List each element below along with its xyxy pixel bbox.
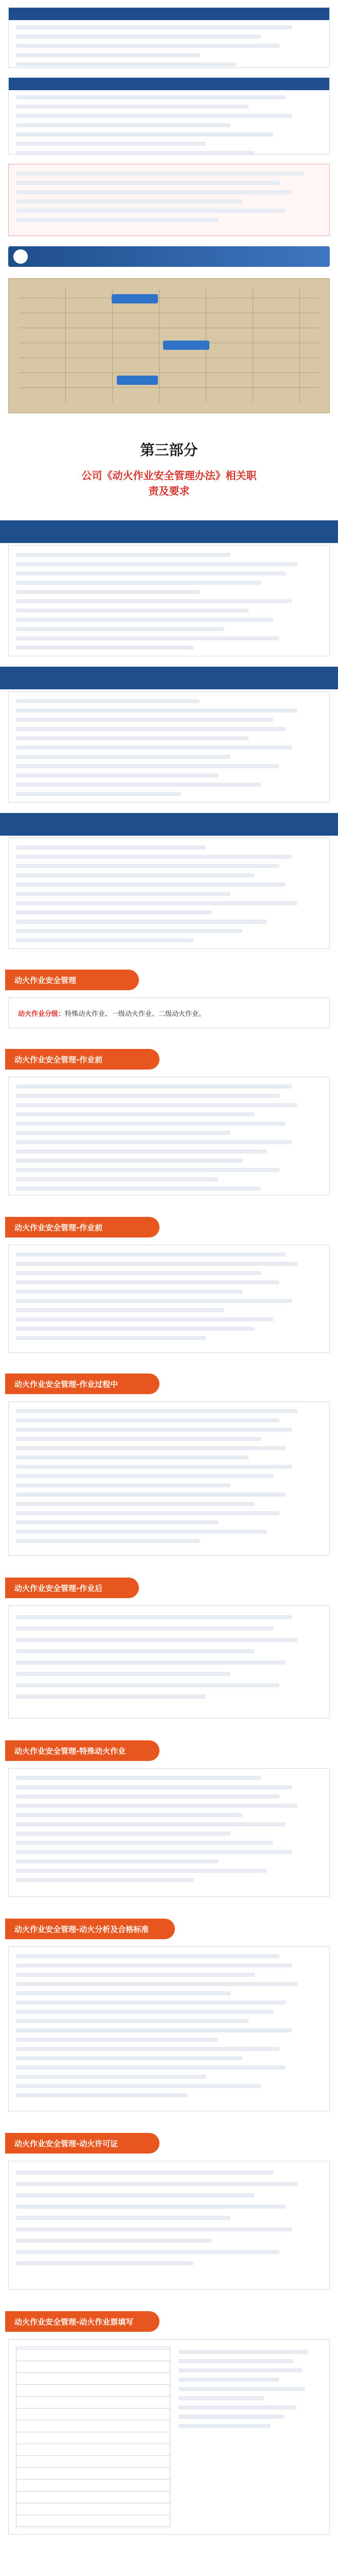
callout-tag — [112, 294, 158, 303]
section-title: 动火作业安全管理-作业前 — [5, 1049, 159, 1070]
header-cell — [185, 8, 330, 20]
section-card — [8, 1768, 330, 1897]
header-cell — [185, 78, 330, 90]
callout-tag — [163, 341, 209, 350]
ticket-photo — [8, 278, 330, 413]
header-cell — [40, 78, 185, 90]
section-text — [16, 1776, 322, 1882]
part3-subtitle-2: 责及要求 — [148, 485, 190, 497]
header-cell — [40, 8, 185, 20]
duty-card-1 — [8, 545, 330, 656]
duty-band-2 — [0, 667, 338, 689]
header-cell — [9, 78, 40, 90]
section-title: 动火作业安全管理-作业后 — [5, 1578, 139, 1598]
section-card — [8, 1077, 330, 1195]
duty-band-1 — [0, 520, 338, 543]
section-title: 动火作业安全管理-作业前 — [5, 1217, 159, 1238]
section-text — [16, 1615, 322, 1699]
section-text — [16, 1084, 322, 1191]
table-body — [16, 25, 322, 66]
section-title: 动火作业安全管理-动火分析及合格标准 — [5, 1919, 175, 1939]
duty-text — [16, 553, 322, 650]
section-card — [8, 2161, 330, 2290]
section-text — [16, 1409, 322, 1543]
section-text — [16, 2171, 322, 2265]
ticket-form-image — [16, 2347, 170, 2527]
callout-tag — [117, 376, 158, 385]
duty-card-3 — [8, 838, 330, 949]
header-cell — [9, 8, 40, 20]
duty-card-2 — [8, 691, 330, 803]
section-card — [8, 1401, 330, 1556]
section-card — [8, 1245, 330, 1353]
comparison-table-1 — [8, 7, 330, 68]
section-card — [8, 1605, 330, 1719]
table-header — [9, 78, 329, 90]
part3-label: 第三部分 — [140, 442, 198, 459]
ticket-form-card — [8, 2339, 330, 2535]
notice-box — [8, 164, 330, 236]
banner — [8, 246, 330, 267]
section-title: 动火作业安全管理-动火作业票填写 — [5, 2311, 159, 2332]
section-title: 动火作业安全管理-动火许可证 — [5, 2133, 159, 2154]
notice-text — [16, 172, 322, 222]
logo-icon — [13, 249, 28, 264]
duty-text — [16, 699, 322, 796]
table-body — [16, 95, 322, 155]
section-title: 动火作业安全管理-作业过程中 — [5, 1374, 159, 1394]
ticket-notes — [179, 2350, 322, 2428]
section-title: 动火作业安全管理-特殊动火作业 — [5, 1740, 159, 1761]
comparison-table-2 — [8, 77, 330, 155]
part3-subtitle-1: 公司《动火作业安全管理办法》相关职 — [81, 469, 257, 482]
duty-text — [16, 845, 322, 942]
fire-grade-card — [8, 997, 330, 1028]
fire-grade-label: 动火作业分级： — [18, 1010, 65, 1018]
section-title: 动火作业安全管理 — [5, 970, 139, 990]
table-header — [9, 8, 329, 20]
section-card — [8, 1946, 330, 2111]
duty-band-3 — [0, 813, 338, 836]
section-text — [16, 1954, 322, 2097]
section-text — [16, 1252, 322, 1340]
fire-grade-text: 特殊动火作业、一级动火作业、二级动火作业。 — [65, 1010, 206, 1018]
